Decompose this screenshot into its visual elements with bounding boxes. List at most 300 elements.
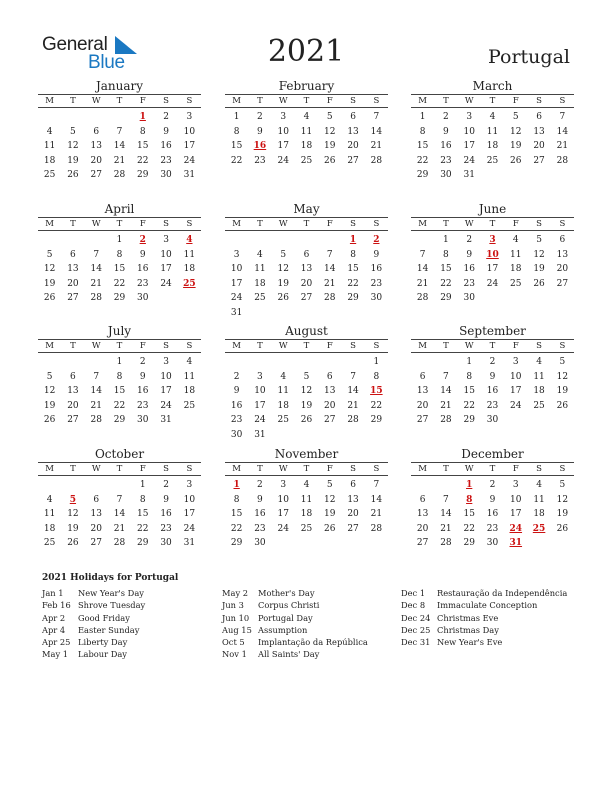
day-number: 22 — [416, 155, 429, 166]
holiday-date: May 2 — [222, 588, 249, 598]
day-number: 6 — [303, 249, 310, 260]
day-number: 28 — [440, 538, 452, 549]
day-number: 7 — [373, 112, 380, 122]
day-number: 11 — [486, 126, 499, 137]
day-number: 23 — [370, 278, 383, 289]
day-number: 27 — [90, 538, 102, 549]
empty-cell — [38, 110, 61, 125]
empty-cell — [61, 110, 84, 125]
weekday-header — [225, 462, 388, 476]
weekday-label: T — [70, 341, 76, 351]
day-grid — [38, 110, 201, 183]
day-number: 20 — [416, 523, 429, 534]
day-number: 20 — [90, 523, 102, 534]
day-number: 14 — [416, 264, 429, 275]
month-title: November — [274, 447, 339, 461]
weekday-label: W — [278, 464, 288, 474]
weekday-label: M — [45, 341, 54, 351]
day-number: 31 — [254, 429, 266, 440]
month-december — [411, 447, 574, 551]
weekday-label: F — [512, 341, 519, 351]
day-number: 19 — [533, 264, 545, 275]
weekday-label: F — [139, 219, 146, 229]
weekday-header — [411, 462, 574, 476]
weekday-label: F — [139, 96, 146, 106]
day-number: 2 — [443, 112, 449, 122]
holiday-day: 1 — [233, 480, 240, 490]
day-number: 25 — [43, 538, 56, 549]
day-grid — [38, 478, 201, 551]
holiday-column — [42, 587, 145, 661]
holiday-date: Dec 8 — [401, 600, 426, 611]
day-number: 4 — [46, 126, 53, 137]
month-april — [38, 202, 201, 306]
weekday-label: T — [116, 341, 123, 351]
day-number: 27 — [347, 155, 359, 166]
weekday-label: F — [139, 464, 146, 474]
weekday-label: F — [326, 464, 333, 474]
holiday-date: Dec 25 — [401, 624, 431, 635]
day-number: 11 — [300, 494, 313, 505]
day-number: 30 — [463, 293, 475, 304]
day-number: 4 — [46, 494, 53, 505]
day-number: 22 — [137, 155, 149, 166]
day-number: 28 — [370, 155, 383, 166]
day-number: 13 — [556, 249, 569, 260]
holiday-date: Nov 1 — [222, 649, 247, 660]
holiday-row — [401, 612, 567, 624]
day-number: 3 — [280, 480, 287, 490]
day-number: 13 — [533, 126, 545, 137]
empty-cell — [61, 233, 84, 248]
day-number: 22 — [113, 278, 126, 289]
day-number: 6 — [350, 112, 356, 122]
weekday-label: M — [232, 464, 241, 474]
weekday-header — [411, 94, 574, 108]
holiday-day: 25 — [532, 523, 546, 534]
weekday-label: S — [536, 96, 542, 106]
day-number: 30 — [137, 415, 149, 426]
day-number: 18 — [43, 523, 56, 534]
month-may — [225, 202, 388, 321]
holiday-column — [222, 587, 368, 661]
day-number: 17 — [254, 400, 266, 411]
day-number: 19 — [300, 400, 313, 411]
empty-cell — [272, 233, 295, 248]
day-number: 19 — [67, 155, 79, 166]
day-number: 24 — [254, 415, 266, 426]
day-number: 24 — [183, 523, 196, 534]
day-number: 21 — [113, 155, 126, 166]
day-number: 13 — [67, 264, 79, 275]
holiday-row — [42, 599, 145, 611]
day-number: 17 — [277, 509, 289, 520]
weekday-label: S — [536, 464, 542, 474]
day-number: 4 — [303, 112, 310, 122]
day-number: 6 — [326, 371, 333, 382]
day-number: 20 — [67, 278, 79, 289]
day-number: 26 — [300, 415, 313, 426]
day-number: 2 — [489, 480, 496, 490]
holiday-row — [222, 587, 368, 599]
day-number: 12 — [300, 386, 313, 397]
day-number: 1 — [466, 357, 473, 367]
weekday-label: S — [559, 96, 566, 106]
weekday-label: M — [45, 464, 54, 474]
day-number: 1 — [116, 235, 123, 245]
holiday-row — [222, 648, 368, 660]
day-number: 24 — [160, 278, 172, 289]
day-number: 9 — [373, 249, 380, 260]
day-number: 23 — [254, 523, 266, 534]
day-number: 29 — [347, 293, 359, 304]
weekday-label: S — [186, 219, 193, 229]
holiday-name: Mother's Day — [258, 588, 315, 598]
holiday-date: Apr 25 — [42, 637, 71, 648]
day-number: 1 — [116, 357, 123, 367]
day-number: 17 — [463, 141, 475, 152]
day-number: 27 — [556, 278, 569, 289]
day-number: 20 — [347, 141, 359, 152]
day-number: 7 — [93, 249, 100, 260]
weekday-label: T — [489, 341, 496, 351]
day-number: 11 — [533, 371, 545, 382]
day-number: 27 — [416, 415, 429, 426]
day-number: 2 — [257, 480, 263, 490]
day-number: 2 — [163, 480, 169, 490]
holiday-name: Corpus Christi — [258, 600, 320, 611]
day-number: 6 — [559, 235, 566, 245]
day-number: 19 — [67, 523, 79, 534]
empty-cell — [85, 110, 108, 125]
day-number: 27 — [533, 155, 545, 166]
day-number: 20 — [67, 400, 79, 411]
day-number: 12 — [324, 126, 336, 137]
weekday-label: M — [232, 96, 241, 106]
day-number: 24 — [463, 155, 475, 166]
empty-cell — [318, 355, 341, 370]
weekday-label: W — [464, 464, 474, 474]
day-number: 22 — [370, 400, 383, 411]
empty-cell — [61, 355, 84, 370]
day-number: 10 — [510, 371, 522, 382]
day-number: 14 — [556, 126, 569, 137]
day-number: 19 — [556, 509, 569, 520]
day-number: 3 — [163, 357, 169, 367]
day-number: 13 — [300, 264, 313, 275]
holiday-day: 8 — [466, 494, 473, 505]
day-number: 13 — [67, 386, 79, 397]
day-number: 28 — [440, 415, 452, 426]
day-number: 23 — [254, 155, 266, 166]
day-number: 17 — [230, 278, 243, 289]
day-number: 6 — [93, 494, 100, 505]
month-title: June — [478, 202, 507, 216]
holiday-day: 4 — [186, 235, 193, 245]
weekday-label: W — [91, 341, 101, 351]
weekday-label: F — [512, 219, 519, 229]
day-number: 12 — [533, 249, 545, 260]
day-number: 25 — [300, 523, 313, 534]
empty-cell — [38, 355, 61, 370]
day-number: 16 — [230, 400, 243, 411]
day-number: 25 — [43, 170, 56, 181]
day-number: 29 — [137, 538, 149, 549]
day-number: 3 — [466, 112, 473, 122]
day-number: 9 — [233, 386, 240, 397]
day-number: 7 — [350, 371, 356, 382]
day-number: 5 — [559, 357, 566, 367]
holiday-name: Good Friday — [78, 612, 130, 623]
day-number: 4 — [186, 357, 193, 367]
day-number: 29 — [416, 170, 429, 181]
weekday-label: S — [163, 219, 169, 229]
day-number: 4 — [280, 371, 287, 382]
day-number: 10 — [463, 126, 475, 137]
day-number: 6 — [419, 371, 426, 382]
holiday-row — [401, 599, 567, 611]
month-june — [411, 202, 574, 306]
day-number: 3 — [186, 112, 193, 122]
weekday-label: T — [443, 96, 449, 106]
day-number: 21 — [440, 400, 452, 411]
holiday-day: 25 — [183, 278, 196, 289]
day-number: 29 — [440, 293, 452, 304]
weekday-label: T — [489, 219, 496, 229]
day-number: 3 — [512, 480, 519, 490]
day-number: 31 — [160, 415, 172, 426]
empty-cell — [248, 355, 271, 370]
day-number: 24 — [183, 155, 196, 166]
holiday-name: Easter Sunday — [78, 624, 140, 635]
day-number: 31 — [183, 170, 196, 181]
holiday-row — [222, 636, 368, 648]
day-number: 15 — [230, 509, 243, 520]
day-number: 9 — [139, 371, 146, 382]
weekday-label: T — [116, 464, 123, 474]
day-grid — [225, 478, 388, 551]
day-number: 18 — [510, 264, 522, 275]
day-number: 16 — [486, 386, 499, 397]
weekday-label: M — [418, 464, 427, 474]
holiday-row — [42, 648, 145, 660]
weekday-label: T — [257, 341, 263, 351]
weekday-label: M — [45, 96, 54, 106]
holiday-day: 15 — [370, 386, 383, 397]
day-number: 6 — [70, 371, 76, 382]
day-number: 22 — [137, 523, 149, 534]
day-number: 1 — [443, 235, 449, 245]
holiday-row — [401, 624, 567, 636]
day-number: 15 — [113, 264, 126, 275]
day-number: 26 — [67, 170, 79, 181]
holiday-row — [222, 612, 368, 624]
day-number: 28 — [370, 523, 383, 534]
weekday-header — [225, 339, 388, 353]
day-number: 12 — [324, 494, 336, 505]
weekday-label: S — [373, 464, 380, 474]
day-number: 8 — [443, 249, 449, 260]
weekday-label: T — [443, 219, 449, 229]
day-number: 20 — [416, 400, 429, 411]
day-number: 7 — [559, 112, 566, 122]
holiday-name: Portugal Day — [258, 612, 313, 623]
holiday-date: Aug 15 — [222, 624, 252, 635]
weekday-label: F — [326, 96, 333, 106]
empty-cell — [108, 110, 131, 125]
day-number: 30 — [160, 538, 172, 549]
day-number: 16 — [370, 264, 383, 275]
country-name: Portugal — [488, 46, 570, 68]
day-number: 21 — [370, 141, 383, 152]
day-number: 4 — [536, 480, 542, 490]
day-number: 15 — [230, 141, 243, 152]
day-grid — [38, 355, 201, 428]
day-number: 10 — [510, 494, 522, 505]
weekday-header — [411, 339, 574, 353]
weekday-label: M — [232, 341, 241, 351]
day-number: 10 — [160, 371, 172, 382]
day-number: 28 — [90, 415, 102, 426]
day-number: 31 — [463, 170, 475, 181]
day-number: 14 — [90, 386, 102, 397]
day-number: 26 — [43, 415, 56, 426]
holiday-date: Apr 2 — [42, 612, 66, 623]
day-number: 10 — [254, 386, 266, 397]
day-number: 24 — [277, 155, 289, 166]
day-number: 12 — [67, 509, 79, 520]
day-number: 25 — [277, 415, 289, 426]
day-number: 18 — [533, 509, 545, 520]
month-september — [411, 324, 574, 428]
holiday-row — [401, 636, 567, 648]
holiday-name: Labour Day — [78, 649, 127, 660]
day-number: 18 — [183, 386, 196, 397]
holiday-date: Apr 4 — [42, 624, 66, 635]
day-number: 3 — [186, 480, 193, 490]
day-number: 30 — [486, 415, 499, 426]
day-number: 29 — [463, 415, 475, 426]
day-number: 5 — [46, 249, 53, 260]
holiday-name: Restauração da Independência — [437, 588, 568, 598]
weekday-label: M — [232, 219, 241, 229]
month-title: September — [459, 324, 526, 338]
holiday-column — [401, 587, 567, 648]
holiday-name: New Year's Eve — [437, 637, 503, 648]
day-number: 11 — [183, 371, 196, 382]
weekday-label: F — [326, 219, 333, 229]
month-title: February — [278, 79, 335, 93]
day-number: 3 — [163, 235, 169, 245]
day-number: 21 — [347, 400, 359, 411]
day-grid — [225, 355, 388, 443]
day-number: 7 — [443, 494, 449, 505]
month-title: April — [104, 202, 135, 216]
day-number: 17 — [510, 509, 522, 520]
day-number: 25 — [183, 400, 196, 411]
logo-word-general: General — [42, 34, 108, 55]
holiday-date: Feb 16 — [42, 600, 71, 611]
day-number: 16 — [463, 264, 475, 275]
day-number: 11 — [300, 126, 313, 137]
day-number: 15 — [416, 141, 429, 152]
day-number: 10 — [230, 264, 243, 275]
weekday-label: M — [418, 219, 427, 229]
day-number: 12 — [67, 141, 79, 152]
month-march — [411, 79, 574, 183]
day-number: 14 — [90, 264, 102, 275]
day-number: 2 — [257, 112, 263, 122]
day-number: 18 — [300, 141, 313, 152]
day-number: 7 — [443, 371, 449, 382]
month-july — [38, 324, 201, 428]
holiday-name: New Year's Day — [78, 588, 144, 598]
holiday-row — [42, 612, 145, 624]
day-number: 8 — [139, 494, 146, 505]
day-number: 8 — [373, 371, 380, 382]
logo-word-blue: Blue — [88, 52, 125, 73]
day-number: 29 — [137, 170, 149, 181]
day-number: 12 — [556, 371, 569, 382]
holidays-title: 2021 Holidays for Portugal — [42, 573, 179, 583]
holiday-row — [42, 624, 145, 636]
day-number: 6 — [93, 126, 100, 137]
day-number: 13 — [90, 509, 102, 520]
day-number: 19 — [43, 278, 56, 289]
weekday-label: T — [257, 219, 263, 229]
day-number: 15 — [440, 264, 452, 275]
holiday-date: Jan 1 — [42, 588, 64, 598]
day-number: 9 — [489, 371, 496, 382]
weekday-label: W — [464, 96, 474, 106]
day-number: 15 — [463, 509, 475, 520]
day-number: 19 — [510, 141, 522, 152]
holiday-day: 5 — [69, 494, 77, 505]
day-number: 5 — [46, 371, 53, 382]
day-number: 6 — [419, 494, 426, 505]
day-number: 23 — [440, 155, 452, 166]
empty-cell — [85, 478, 108, 493]
weekday-label: W — [464, 219, 474, 229]
day-number: 15 — [137, 141, 149, 152]
day-number: 23 — [463, 278, 475, 289]
holiday-name: Immaculate Conception — [437, 600, 538, 611]
holiday-date: Dec 31 — [401, 637, 431, 648]
day-number: 11 — [510, 249, 522, 260]
day-number: 4 — [257, 249, 263, 260]
day-number: 25 — [300, 155, 313, 166]
day-number: 28 — [324, 293, 336, 304]
weekday-label: F — [139, 341, 146, 351]
day-number: 16 — [160, 509, 172, 520]
day-number: 24 — [486, 278, 499, 289]
day-number: 26 — [67, 538, 79, 549]
holiday-date: Jun 10 — [222, 612, 250, 623]
day-number: 1 — [233, 112, 240, 122]
weekday-label: T — [257, 96, 263, 106]
weekday-label: S — [373, 341, 380, 351]
day-number: 21 — [90, 278, 102, 289]
month-october — [38, 447, 201, 551]
day-number: 23 — [137, 400, 149, 411]
day-number: 28 — [347, 415, 359, 426]
day-number: 29 — [230, 538, 243, 549]
day-number: 26 — [277, 293, 289, 304]
day-number: 22 — [113, 400, 126, 411]
day-number: 20 — [90, 155, 102, 166]
empty-cell — [295, 233, 318, 248]
day-number: 23 — [230, 415, 243, 426]
